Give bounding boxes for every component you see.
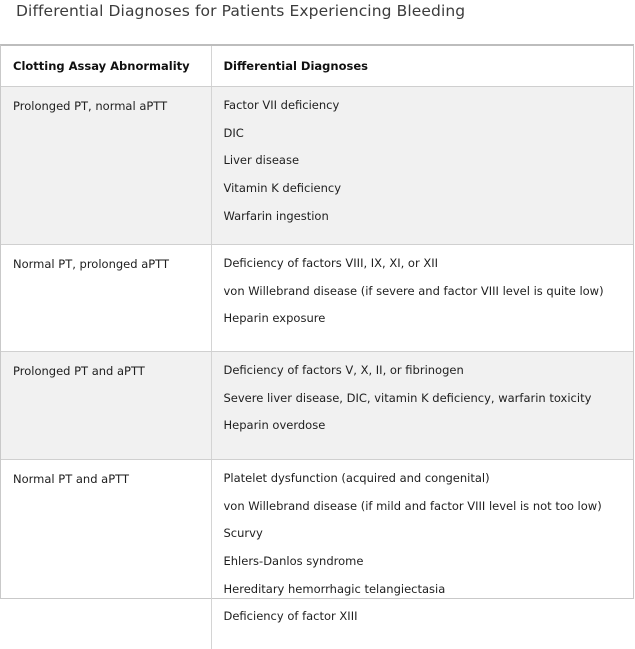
diagnosis-item: Liver disease <box>224 152 634 180</box>
diagnosis-item: Scurvy <box>224 525 634 553</box>
diagnosis-item: Severe liver disease, DIC, vitamin K deficiency, warfarin toxicity <box>224 390 634 418</box>
diagnoses-cell <box>211 352 633 460</box>
table-title: Differential Diagnoses for Patients Experiencing Bleeding <box>0 0 635 44</box>
diagnoses-table <box>1 46 633 649</box>
diagnoses-cell <box>211 87 633 245</box>
header-differential-diagnoses: Differential Diagnoses <box>211 46 633 87</box>
table-row <box>1 352 633 460</box>
table-header-row <box>1 46 633 87</box>
abnormality-cell: Normal PT and aPTT <box>1 460 211 649</box>
diagnosis-item: Ehlers-Danlos syndrome <box>224 553 634 581</box>
abnormality-cell: Normal PT, prolonged aPTT <box>1 245 211 352</box>
diagnosis-item: Heparin overdose <box>224 417 634 445</box>
diagnoses-table-frame <box>0 44 634 599</box>
abnormality-cell: Prolonged PT and aPTT <box>1 352 211 460</box>
diagnosis-item: Deficiency of factor XIII <box>224 608 634 636</box>
table-row <box>1 87 633 245</box>
diagnosis-item: DIC <box>224 125 634 153</box>
diagnosis-item: Warfarin ingestion <box>224 208 634 236</box>
table-row <box>1 245 633 352</box>
abnormality-cell: Prolonged PT, normal aPTT <box>1 87 211 245</box>
diagnosis-item: Deficiency of factors VIII, IX, XI, or XII <box>224 255 634 283</box>
diagnosis-item: Vitamin K deficiency <box>224 180 634 208</box>
table-row <box>1 460 633 649</box>
diagnosis-item: Platelet dysfunction (acquired and congenital) <box>224 470 634 498</box>
diagnosis-item: Deficiency of factors V, X, II, or fibrinogen <box>224 362 634 390</box>
diagnosis-item: Heparin exposure <box>224 310 634 338</box>
diagnosis-item: von Willebrand disease (if severe and factor VIII level is quite low) <box>224 283 634 311</box>
diagnoses-cell <box>211 460 633 649</box>
header-clotting-assay-abnormality: Clotting Assay Abnormality <box>1 46 211 87</box>
diagnosis-item: von Willebrand disease (if mild and factor VIII level is not too low) <box>224 498 634 526</box>
diagnosis-item: Factor VII deficiency <box>224 97 634 125</box>
diagnosis-item: Hereditary hemorrhagic telangiectasia <box>224 581 634 609</box>
diagnoses-cell <box>211 245 633 352</box>
